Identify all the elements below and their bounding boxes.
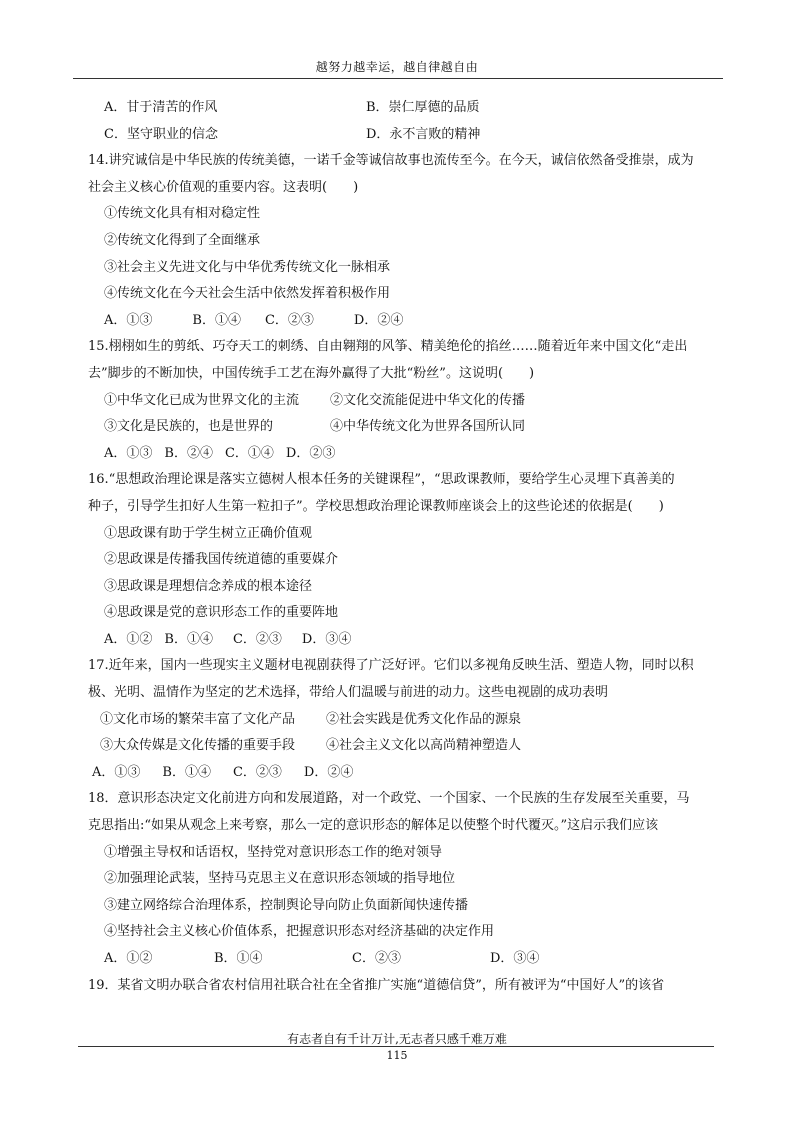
statement-option: ③建立网络综合治理体系，控制舆论导向防止负面新闻快速传播: [104, 897, 469, 913]
choice-d: D．永不言败的精神: [366, 126, 481, 142]
answer-choices: [92, 760, 725, 787]
question-text: 15.栩栩如生的剪纸、巧夺天工的刺绣、自由翱翔的风筝、精美绝伦的掐丝……随着近年来中国文化“走出: [88, 339, 688, 355]
statement-row: [104, 388, 725, 415]
question-18: [88, 786, 725, 972]
answer-b: B．①④: [164, 631, 213, 647]
footer-motto: 有志者自有千计万计,无志者只感千难万难: [287, 1032, 507, 1046]
answer-choices: [104, 946, 725, 973]
statement-option: ①传统文化具有相对稳定性: [104, 206, 261, 222]
statement-option: ④社会主义文化以高尚精神塑造人: [326, 738, 522, 754]
statement-option: ②传统文化得到了全面继承: [104, 232, 261, 248]
answer-d: D．②③: [285, 445, 336, 461]
statement-option: ①思政课有助于学生树立正确价值观: [104, 525, 313, 541]
question-text: 克思指出:“如果从观念上来考察，那么一定的意识形态的解体足以使整个时代覆灭。”这启示我们应该: [88, 818, 659, 834]
statement-option: ④坚持社会主义核心价值体系，把握意识形态对经济基础的决定作用: [104, 924, 495, 940]
statement-option: ②加强理论武装，坚持马克思主义在意识形态领域的指导地位: [104, 871, 456, 887]
question-text: 19．某省文明办联合省农村信用社联合社在全省推广实施“道德信贷”，所有被评为“中国好人”的该省: [88, 977, 665, 993]
statement-option: ②文化交流能促进中华文化的传播: [330, 392, 526, 408]
answer-choices: [104, 441, 725, 468]
statement-option: ④思政课是党的意识形态工作的重要阵地: [104, 605, 339, 621]
header-divider: [73, 78, 723, 79]
footer-divider: [78, 1046, 714, 1047]
statement-row: [104, 414, 725, 441]
answer-c: C．②③: [232, 764, 282, 780]
statement-option: ③大众传媒是文化传播的重要手段: [100, 738, 296, 754]
statement-option: ④传统文化在今天社会生活中依然发挥着积极作用: [104, 286, 391, 302]
answer-b: B．②④: [164, 445, 213, 461]
statement-option: ①文化市场的繁荣丰富了文化产品: [100, 711, 296, 727]
statement-option: ③社会主义先进文化与中华优秀传统文化一脉相承: [104, 259, 391, 275]
answer-a: A．①②: [104, 631, 153, 647]
answer-d: D．②④: [303, 764, 354, 780]
page-content: [88, 95, 725, 999]
answer-b: B．①④: [192, 312, 241, 328]
answer-choices: [104, 627, 725, 654]
answer-d: D．③④: [301, 631, 352, 647]
answer-c: C．②③: [264, 312, 314, 328]
statement-option: ②思政课是传播我国传统道德的重要媒介: [104, 552, 339, 568]
answer-c: C．①④: [224, 445, 274, 461]
choice-c: C．坚守职业的信念: [104, 126, 218, 142]
answer-a: A．①③: [104, 445, 153, 461]
page-number: 115: [386, 1049, 408, 1062]
choice-row: [104, 122, 725, 149]
question-15: [88, 334, 725, 467]
header-motto: 越努力越幸运，越自律越自由: [315, 60, 479, 74]
choice-a: A．甘于清苦的作风: [104, 100, 218, 115]
answer-b: B．①④: [162, 764, 211, 780]
question-text: 17.近年来，国内一些现实主义题材电视剧获得了广泛好评。它们以多视角反映生活、塑造人物，同时以积: [88, 658, 694, 674]
question-text: 种子，引导学生扣好人生第一粒扣子”。学校思想政治理论课教师座谈会上的这些论述的依据是( ): [88, 498, 664, 514]
statement-option: ①中华文化已成为世界文化的主流: [104, 392, 300, 408]
question-text: 18．意识形态决定文化前进方向和发展道路，对一个政党、一个国家、一个民族的生存发展至关重要，马: [88, 791, 690, 807]
statement-option: ③思政课是理想信念养成的根本途径: [104, 578, 313, 594]
answer-c: C．②③: [352, 951, 401, 966]
answer-b: B．①④: [214, 951, 263, 966]
statement-row: [100, 733, 725, 760]
question-16: [88, 467, 725, 653]
answer-choices: [104, 308, 725, 335]
answer-d: D．③④: [490, 951, 540, 966]
statement-option: ③文化是民族的，也是世界的: [104, 419, 274, 435]
answer-a: A．①②: [104, 951, 153, 966]
question-text: 16.“思想政治理论课是落实立德树人根本任务的关键课程”，“思政课教师，要给学生心灵埋下真善美的: [88, 472, 675, 488]
question-text: 去”脚步的不断加快，中国传统手工艺在海外赢得了大批“粉丝”。这说明( ): [88, 365, 535, 381]
statement-option: ④中华传统文化为世界各国所认同: [330, 419, 526, 435]
answer-c: C．②③: [232, 631, 282, 647]
choice-row: [104, 95, 725, 122]
answer-a: A．①③: [92, 764, 141, 780]
question-text: 极、光明、温情作为坚定的艺术选择，带给人们温暖与前进的动力。这些电视剧的成功表明: [88, 685, 609, 701]
question-text: 社会主义核心价值观的重要内容。这表明( ): [88, 179, 359, 195]
choice-b: B．崇仁厚德的品质: [366, 100, 480, 115]
answer-d: D．②④: [353, 312, 404, 328]
statement-option: ②社会实践是优秀文化作品的源泉: [326, 711, 522, 727]
answer-a: A．①③: [104, 312, 153, 328]
question-14: [88, 148, 725, 334]
statement-option: ①增强主导权和话语权，坚持党对意识形态工作的绝对领导: [104, 844, 443, 860]
question-17: [88, 653, 725, 786]
question-19: [88, 973, 725, 1000]
statement-row: [100, 707, 725, 734]
question-text: 14.讲究诚信是中华民族的传统美德，一诺千金等诚信故事也流传至今。在今天，诚信依然备受推崇，成为: [88, 153, 694, 169]
